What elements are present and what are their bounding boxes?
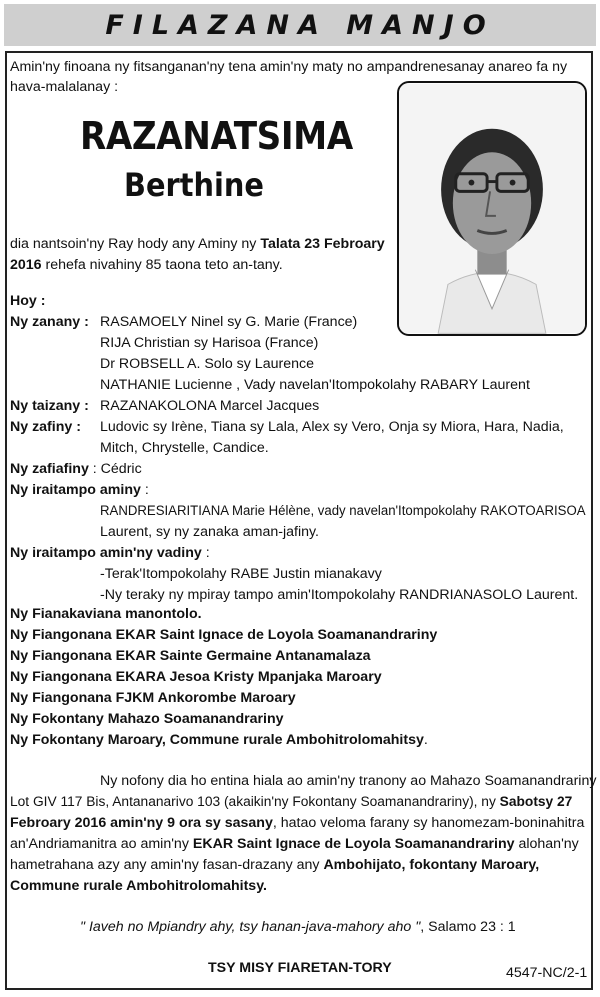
iraitampo-vady-item: -Terak'Itompokolahy RABE Justin mianakavy [100, 566, 382, 582]
taizany-value: RAZANAKOLONA Marcel Jacques [100, 398, 320, 414]
taizany-label: Ny taizany : [10, 398, 89, 414]
footer-reference: 4547-NC/2-1 [506, 965, 588, 981]
deceased-firstname: Berthine [124, 166, 264, 204]
funeral-line-1: Ny nofony dia ho entina hiala ao amin'ny tranony ao Mahazo Soamanandrariny [100, 773, 597, 789]
organization-item: Ny Fokontany Maroary, Commune rurale Ambohitrolomahitsy [10, 732, 424, 748]
funeral-line-6: Commune rurale Ambohitrolomahitsy. [10, 878, 267, 894]
funeral-line-5 [10, 855, 539, 876]
death-age-text: rehefa nivahiny 85 taona teto an-tany. [41, 257, 283, 273]
zanany-item: Dr ROBSELL A. Solo sy Laurence [100, 356, 314, 372]
zafiafiny-label: Ny zafiafiny [10, 461, 89, 477]
zanany-item: RASAMOELY Ninel sy G. Marie (France) [100, 314, 358, 330]
zafiafiny-line [10, 459, 142, 480]
deceased-surname: RAZANATSIMA [80, 114, 353, 158]
iraitampo-label: Ny iraitampo aminy [10, 482, 141, 498]
funeral-line-4 [10, 834, 579, 855]
death-text: dia nantsoin'ny Ray hody any Aminy ny [10, 236, 261, 252]
iraitampo-item: RANDRESIARITIANA Marie Hélène, vady navelan'Itompokolahy RAKOTOARISOA [100, 503, 586, 519]
organization-end: . [423, 732, 428, 748]
death-year: 2016 [10, 257, 42, 273]
intro-line-2: hava-malalanay : [10, 79, 119, 95]
funeral-line-3 [10, 813, 584, 834]
portrait-photo-icon [399, 83, 585, 334]
funeral-time: Febroary 2016 amin'ny 9 ora sy sasany [10, 815, 273, 831]
funeral-text: an'Andriamanitra ao amin'ny [10, 836, 193, 852]
iraitampo-vady-label: Ny iraitampo amin'ny vadiny [10, 545, 202, 561]
funeral-line-2 [10, 792, 572, 813]
organization-item: Ny Fiangonana EKARA Jesoa Kristy Mpanjaka Maroary [10, 669, 382, 685]
header-banner [4, 4, 596, 46]
footer-note: TSY MISY FIARETAN-TORY [208, 960, 392, 976]
funeral-text: hametrahana azy any amin'ny fasan-drazany any [10, 857, 324, 873]
iraitampo-vady-line [10, 543, 210, 564]
iraitampo-item: Laurent, sy ny zanaka aman-jafiny. [100, 524, 319, 540]
iraitampo-vady-item: -Ny teraky ny mpiray tampo amin'Itompokolahy RANDRIANASOLO Laurent. [100, 587, 579, 603]
funeral-burial-place: Ambohijato, fokontany Maroary, [323, 857, 540, 873]
iraitampo-colon: : [140, 482, 149, 498]
organization-last-line [10, 730, 428, 751]
funeral-date: Sabotsy 27 [499, 794, 573, 810]
zanany-item: RIJA Christian sy Harisoa (France) [100, 335, 319, 351]
zafiny-item: Ludovic sy Irène, Tiana sy Lala, Alex sy Vero, Onja sy Miora, Hara, Nadia, [100, 419, 564, 435]
zafiny-label: Ny zafiny : [10, 419, 81, 435]
verse-reference: , Salamo 23 : 1 [420, 919, 516, 935]
organization-item: Ny Fianakaviana manontolo. [10, 606, 202, 622]
banner-title: FILAZANA MANJO [105, 9, 495, 41]
organization-item: Ny Fiangonana EKAR Saint Ignace de Loyola Soamanandrariny [10, 627, 438, 643]
funeral-text: alohan'ny [514, 836, 579, 852]
iraitampo-line [10, 480, 149, 501]
funeral-address: Lot GIV 117 Bis, Antananarivo 103 (akaikin'ny Fokontany Soamanandrariny), ny [10, 794, 500, 810]
verse-line [80, 917, 516, 938]
death-line-2 [10, 255, 283, 276]
iraitampo-vady-colon: : [201, 545, 210, 561]
zanany-label: Ny zanany : [10, 314, 89, 330]
organization-item: Ny Fiangonana FJKM Ankorombe Maroary [10, 690, 296, 706]
funeral-text: , hatao veloma farany sy hanomezam-boninahitra [272, 815, 585, 831]
hoy-label: Hoy : [10, 293, 46, 309]
death-line-1 [10, 234, 385, 255]
intro-line-1: Amin'ny finoana ny fitsanganan'ny tena amin'ny maty no ampandrenesanay anareo fa ny [10, 59, 568, 75]
verse-quote: " Iaveh no Mpiandry ahy, tsy hanan-java-mahory aho " [80, 919, 421, 935]
portrait-photo [397, 81, 587, 336]
death-date: Talata 23 Febroary [260, 236, 385, 252]
funeral-church: EKAR Saint Ignace de Loyola Soamanandrariny [192, 836, 515, 852]
zanany-item: NATHANIE Lucienne , Vady navelan'Itompokolahy RABARY Laurent [100, 377, 530, 393]
zafiafiny-value: : Cédric [88, 461, 142, 477]
zafiny-item: Mitch, Chrystelle, Candice. [100, 440, 269, 456]
organization-item: Ny Fokontany Mahazo Soamanandrariny [10, 711, 284, 727]
organization-item: Ny Fiangonana EKAR Sainte Germaine Antanamalaza [10, 648, 371, 664]
